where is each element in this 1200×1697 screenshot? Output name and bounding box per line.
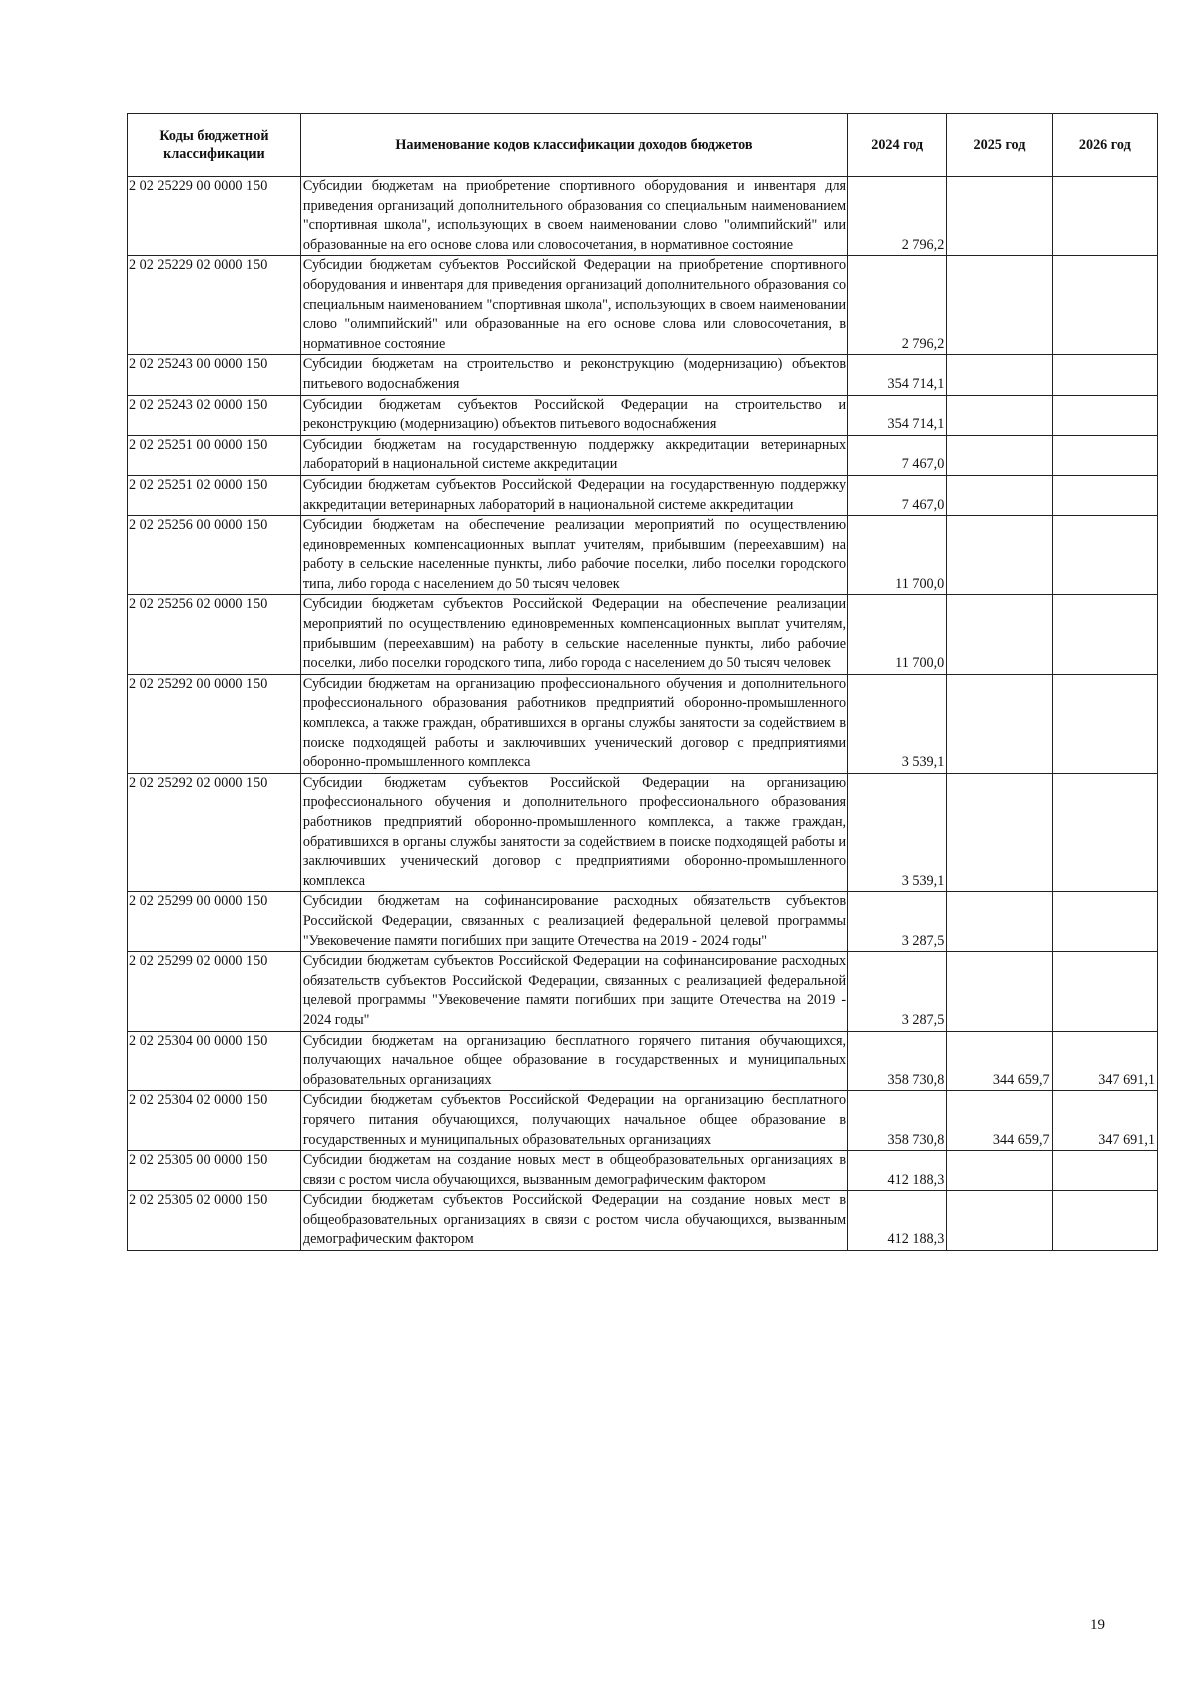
value-2025-cell [947,355,1052,395]
table-row [128,435,1158,475]
value-2024-cell: 412 188,3 [848,1151,947,1191]
name-cell: Субсидии бюджетам на обеспечение реализации мероприятий по осуществлению единовременных компенсационных выплат учителям, прибывшим (переехавшим) на работу в сельские населенные пункты, либо рабочие поселки, либо поселки городского типа, либо города с населением до 50 тысяч человек [300,516,847,595]
value-2026-cell: 347 691,1 [1052,1091,1157,1151]
value-2026-cell [1052,355,1157,395]
value-2026-cell [1052,516,1157,595]
value-2025-cell [947,1151,1052,1191]
name-cell: Субсидии бюджетам на приобретение спортивного оборудования и инвентаря для приведения организаций дополнительного образования со специальным наименованием "спортивная школа", использующих в своем наименовании слово "олимпийский" или образованные на его основе слова или словосочетания, в нормативное состояние [300,177,847,256]
header-2024: 2024 год [848,114,947,177]
code-cell: 2 02 25304 02 0000 150 [128,1091,301,1151]
income-classification-table [127,113,1158,1251]
name-cell: Субсидии бюджетам на софинансирование расходных обязательств субъектов Российской Федерации, связанных с реализацией федеральной целевой программы "Увековечение памяти погибших при защите Отечества на 2019 - 2024 годы" [300,892,847,952]
name-cell: Субсидии бюджетам на организацию профессионального обучения и дополнительного профессионального образования работников предприятий оборонно-промышленного комплекса, а также граждан, обратившихся в органы службы занятости за содействием в поиске подходящей работы и заключивших ученический договор с предприятиями оборонно-промышленного комплекса [300,674,847,773]
table-row [128,1091,1158,1151]
value-2024-cell: 354 714,1 [848,395,947,435]
value-2026-cell [1052,892,1157,952]
code-cell: 2 02 25243 02 0000 150 [128,395,301,435]
value-2025-cell [947,256,1052,355]
value-2025-cell [947,674,1052,773]
header-code: Коды бюджетной классификации [128,114,301,177]
value-2024-cell: 358 730,8 [848,1091,947,1151]
value-2026-cell [1052,1191,1157,1251]
value-2026-cell [1052,177,1157,256]
table-row [128,1151,1158,1191]
value-2026-cell [1052,256,1157,355]
header-row [128,114,1158,177]
name-cell: Субсидии бюджетам субъектов Российской Федерации на строительство и реконструкцию (модернизацию) объектов питьевого водоснабжения [300,395,847,435]
value-2026-cell [1052,435,1157,475]
page-number: 19 [1090,1617,1105,1633]
value-2025-cell [947,475,1052,515]
header-2026: 2026 год [1052,114,1157,177]
name-cell: Субсидии бюджетам на организацию бесплатного горячего питания обучающихся, получающих начальное общее образование в государственных и муниципальных образовательных организациях [300,1031,847,1091]
code-cell: 2 02 25251 00 0000 150 [128,435,301,475]
code-cell: 2 02 25292 00 0000 150 [128,674,301,773]
value-2026-cell [1052,952,1157,1031]
name-cell: Субсидии бюджетам субъектов Российской Федерации на обеспечение реализации мероприятий по осуществлению единовременных компенсационных выплат учителям, прибывшим (переехавшим) на работу в сельские населенные пункты, либо рабочие поселки, либо поселки городского типа, либо города с населением до 50 тысяч человек [300,595,847,674]
value-2026-cell [1052,773,1157,892]
value-2026-cell [1052,1151,1157,1191]
value-2024-cell: 2 796,2 [848,256,947,355]
value-2025-cell: 344 659,7 [947,1031,1052,1091]
code-cell: 2 02 25305 02 0000 150 [128,1191,301,1251]
code-cell: 2 02 25299 00 0000 150 [128,892,301,952]
value-2025-cell [947,952,1052,1031]
table-row [128,1191,1158,1251]
value-2025-cell [947,773,1052,892]
name-cell: Субсидии бюджетам субъектов Российской Федерации на организацию профессионального обучения и дополнительного профессионального образования работников предприятий оборонно-промышленного комплекса, а также граждан, обратившихся в органы службы занятости за содействием в поиске подходящей работы и заключивших ученический договор с предприятиями оборонно-промышленного комплекса [300,773,847,892]
name-cell: Субсидии бюджетам субъектов Российской Федерации на государственную поддержку аккредитации ветеринарных лабораторий в национальной системе аккредитации [300,475,847,515]
table-row [128,892,1158,952]
table-header [128,114,1158,177]
value-2024-cell: 412 188,3 [848,1191,947,1251]
value-2024-cell: 2 796,2 [848,177,947,256]
table-row [128,595,1158,674]
value-2025-cell [947,892,1052,952]
value-2026-cell [1052,674,1157,773]
name-cell: Субсидии бюджетам субъектов Российской Федерации на софинансирование расходных обязательств субъектов Российской Федерации, связанных с реализацией федеральной целевой программы "Увековечение памяти погибших при защите Отечества на 2019 - 2024 годы" [300,952,847,1031]
header-name: Наименование кодов классификации доходов бюджетов [300,114,847,177]
code-cell: 2 02 25256 00 0000 150 [128,516,301,595]
table-row [128,516,1158,595]
value-2025-cell [947,595,1052,674]
value-2024-cell: 3 287,5 [848,892,947,952]
value-2024-cell: 354 714,1 [848,355,947,395]
name-cell: Субсидии бюджетам субъектов Российской Федерации на приобретение спортивного оборудования и инвентаря для приведения организаций дополнительного образования со специальным наименованием "спортивная школа", использующих в своем наименовании слово "олимпийский" или образованные на его основе слова или словосочетания, в нормативное состояние [300,256,847,355]
header-2025: 2025 год [947,114,1052,177]
value-2026-cell [1052,475,1157,515]
code-cell: 2 02 25292 02 0000 150 [128,773,301,892]
value-2024-cell: 3 539,1 [848,773,947,892]
name-cell: Субсидии бюджетам на создание новых мест в общеобразовательных организациях в связи с ростом числа обучающихся, вызванным демографическим фактором [300,1151,847,1191]
value-2025-cell [947,435,1052,475]
name-cell: Субсидии бюджетам субъектов Российской Федерации на организацию бесплатного горячего питания обучающихся, получающих начальное общее образование в государственных и муниципальных образовательных организациях [300,1091,847,1151]
table-body [128,177,1158,1251]
value-2024-cell: 7 467,0 [848,435,947,475]
name-cell: Субсидии бюджетам на строительство и реконструкцию (модернизацию) объектов питьевого водоснабжения [300,355,847,395]
table-row [128,355,1158,395]
code-cell: 2 02 25229 00 0000 150 [128,177,301,256]
table-row [128,395,1158,435]
value-2024-cell: 3 539,1 [848,674,947,773]
value-2025-cell: 344 659,7 [947,1091,1052,1151]
value-2026-cell: 347 691,1 [1052,1031,1157,1091]
value-2024-cell: 11 700,0 [848,516,947,595]
table-row [128,177,1158,256]
code-cell: 2 02 25304 00 0000 150 [128,1031,301,1091]
code-cell: 2 02 25299 02 0000 150 [128,952,301,1031]
code-cell: 2 02 25243 00 0000 150 [128,355,301,395]
table-row [128,475,1158,515]
value-2025-cell [947,177,1052,256]
code-cell: 2 02 25256 02 0000 150 [128,595,301,674]
table-row [128,256,1158,355]
value-2024-cell: 7 467,0 [848,475,947,515]
value-2025-cell [947,516,1052,595]
code-cell: 2 02 25251 02 0000 150 [128,475,301,515]
name-cell: Субсидии бюджетам на государственную поддержку аккредитации ветеринарных лабораторий в национальной системе аккредитации [300,435,847,475]
table-row [128,952,1158,1031]
name-cell: Субсидии бюджетам субъектов Российской Федерации на создание новых мест в общеобразовательных организациях в связи с ростом числа обучающихся, вызванным демографическим фактором [300,1191,847,1251]
value-2024-cell: 3 287,5 [848,952,947,1031]
value-2025-cell [947,1191,1052,1251]
value-2025-cell [947,395,1052,435]
table-row [128,773,1158,892]
code-cell: 2 02 25305 00 0000 150 [128,1151,301,1191]
value-2024-cell: 11 700,0 [848,595,947,674]
value-2026-cell [1052,395,1157,435]
value-2026-cell [1052,595,1157,674]
table-row [128,1031,1158,1091]
table-row [128,674,1158,773]
code-cell: 2 02 25229 02 0000 150 [128,256,301,355]
value-2024-cell: 358 730,8 [848,1031,947,1091]
